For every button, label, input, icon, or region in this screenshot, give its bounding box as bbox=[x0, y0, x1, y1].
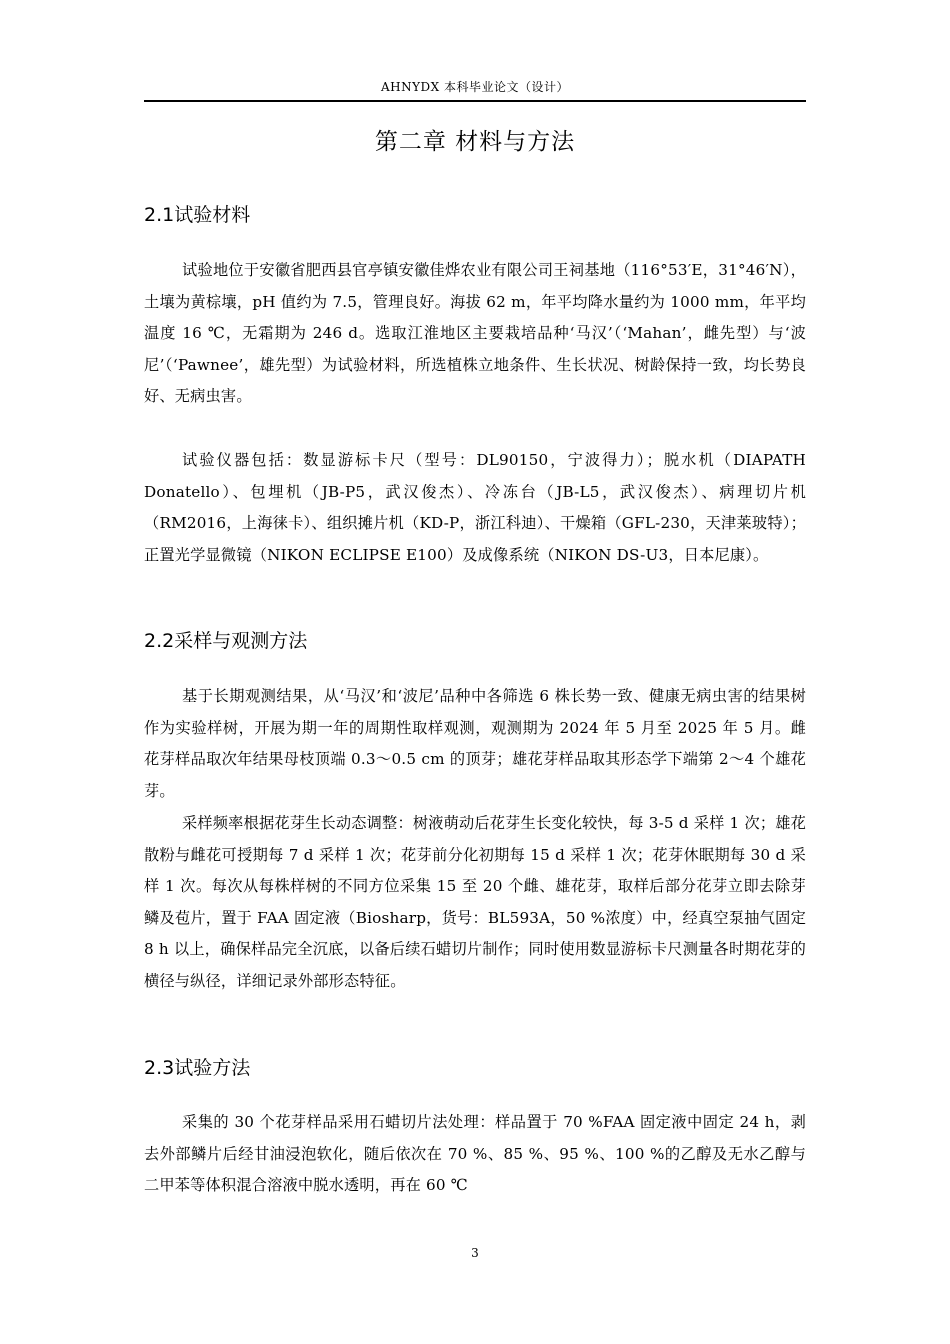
chapter-title: 第二章 材料与方法 bbox=[374, 129, 576, 155]
paragraph-2-2-sampling: 基于长期观测结果，从‘马汉’和‘波尼’品种中各筛选 6 株长势一致、健康无病虫害的结果树作为实验样树，开展为期一年的周期性取样观测，观测期为 2024 年 5 月至 2025 年 5 月。雌花芽样品取次年结果母枝顶端 0.3～0.5 cm 的顶芽；雄花芽样品取其形态学下端第 2～4 个雄花芽。 bbox=[144, 687, 806, 800]
paragraph-2-1-instruments: 试验仪器包括：数显游标卡尺（型号：DL90150，宁波得力）；脱水机（DIAPATH Donatello）、包埋机（JB-P5，武汉俊杰）、冷冻台（JB-L5，武汉俊杰）、病理切片机（RM2016，上海徕卡）、组织摊片机（KD-P，浙江科迪）、干燥箱（GFL-230，天津莱玻特）；正置光学显微镜（NIKON ECLIPSE E100）及成像系统（NIKON DS-U3，日本尼康）。 bbox=[144, 451, 806, 564]
running-header: AHNYDX 本科毕业论文（设计） bbox=[380, 80, 570, 94]
section-heading-2-3: 2.3试验方法 bbox=[144, 1057, 251, 1079]
paragraph-2-2-frequency: 采样频率根据花芽生长动态调整：树液萌动后花芽生长变化较快，每 3-5 d 采样 1 次；雄花散粉与雌花可授期每 7 d 采样 1 次；花芽前分化初期每 15 d 采样 1 次；花芽休眠期每 30 d 采样 1 次。每次从每株样树的不同方位采集 15 至 20 个雌、雄花芽，取样后部分花芽立即去除芽鳞及苞片，置于 FAA 固定液（Biosharp，货号：BL593A，50 %浓度）中，经真空泵抽气固定 8 h 以上，确保样品完全沉底，以备后续石蜡切片制作；同时使用数显游标卡尺测量各时期花芽的横径与纵径，详细记录外部形态特征。 bbox=[144, 814, 806, 990]
paragraph-2-3-methods: 采集的 30 个花芽样品采用石蜡切片法处理：样品置于 70 %FAA 固定液中固定 24 h，剥去外部鳞片后经甘油浸泡软化，随后依次在 70 %、85 %、95 %、100 %的乙醇及无水乙醇与二甲苯等体积混合溶液中脱水透明，再在 60 ℃ bbox=[144, 1113, 806, 1194]
header-rule bbox=[144, 100, 806, 102]
page-number: 3 bbox=[471, 1246, 479, 1260]
section-heading-2-2: 2.2采样与观测方法 bbox=[144, 630, 308, 652]
section-heading-2-1: 2.1试验材料 bbox=[144, 204, 251, 226]
paragraph-2-1-site: 试验地位于安徽省肥西县官亭镇安徽佳烨农业有限公司王祠基地（116°53′E，31°46′N），土壤为黄棕壤，pH 值约为 7.5，管理良好。海拔 62 m，年平均降水量约为 1000 mm，年平均温度 16 ℃，无霜期为 246 d。选取江淮地区主要栽培品种‘马汉’（‘Mahan’，雌先型）与‘波尼’（‘Pawnee’，雄先型）为试验材料，所选植株立地条件、生长状况、树龄保持一致，均长势良好、无病虫害。 bbox=[144, 261, 806, 405]
